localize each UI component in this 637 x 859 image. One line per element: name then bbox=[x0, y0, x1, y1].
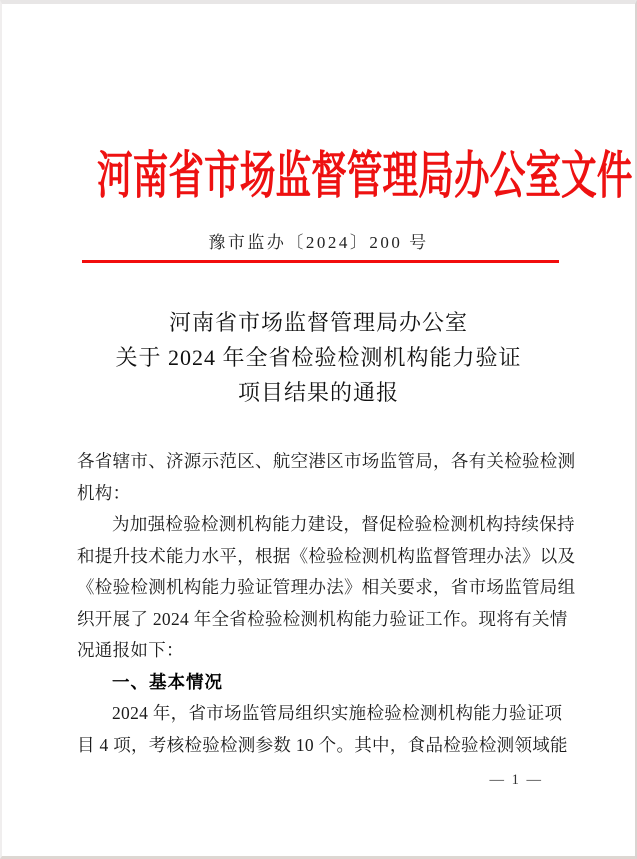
doc-title-line-1: 河南省市场监督管理局办公室 bbox=[168, 310, 468, 335]
doc-title bbox=[2, 305, 635, 410]
paragraph-1-line-1: 为加强检验检测机构能力建设，督促检验检测机构持续保持 bbox=[112, 514, 575, 534]
doc-title-line-3: 项目结果的通报 bbox=[237, 380, 399, 405]
paragraph-2-line-1: 2024 年，省市场监管局组织实施检验检测机构能力验证项 bbox=[112, 703, 563, 723]
section-heading-1: 一、基本情况 bbox=[112, 671, 223, 692]
paragraph-1-line-5: 况通报如下： bbox=[77, 640, 184, 660]
doc-reference-number: 豫市监办〔2024〕200 号 bbox=[208, 233, 429, 252]
paragraph-1-line-4: 织开展了 2024 年全省检验检测机构能力验证工作。现将有关情 bbox=[77, 608, 568, 629]
salutation-line-2: 机构： bbox=[77, 482, 131, 503]
paragraph-2-line-2: 目 4 项，考核检验检测参数 10 个。其中，食品检验检测领域能 bbox=[77, 734, 568, 755]
salutation-line-1: 各省辖市、济源示范区、航空港区市场监管局，各有关检验检测 bbox=[77, 451, 576, 471]
red-separator-line bbox=[82, 260, 559, 263]
doc-title-line-2: 关于 2024 年全省检验检测机构能力验证 bbox=[115, 345, 522, 370]
doc-body bbox=[77, 446, 576, 761]
paragraph-1-line-3: 《检验检测机构能力验证管理办法》相关要求，省市场监管局组 bbox=[77, 577, 576, 597]
page-number: — 1 — bbox=[489, 772, 543, 788]
agency-header-title: 河南省市场监督管理局办公室文件 bbox=[96, 149, 633, 205]
paragraph-1-line-2: 和提升技术能力水平，根据《检验检测机构监督管理办法》以及 bbox=[77, 545, 576, 566]
